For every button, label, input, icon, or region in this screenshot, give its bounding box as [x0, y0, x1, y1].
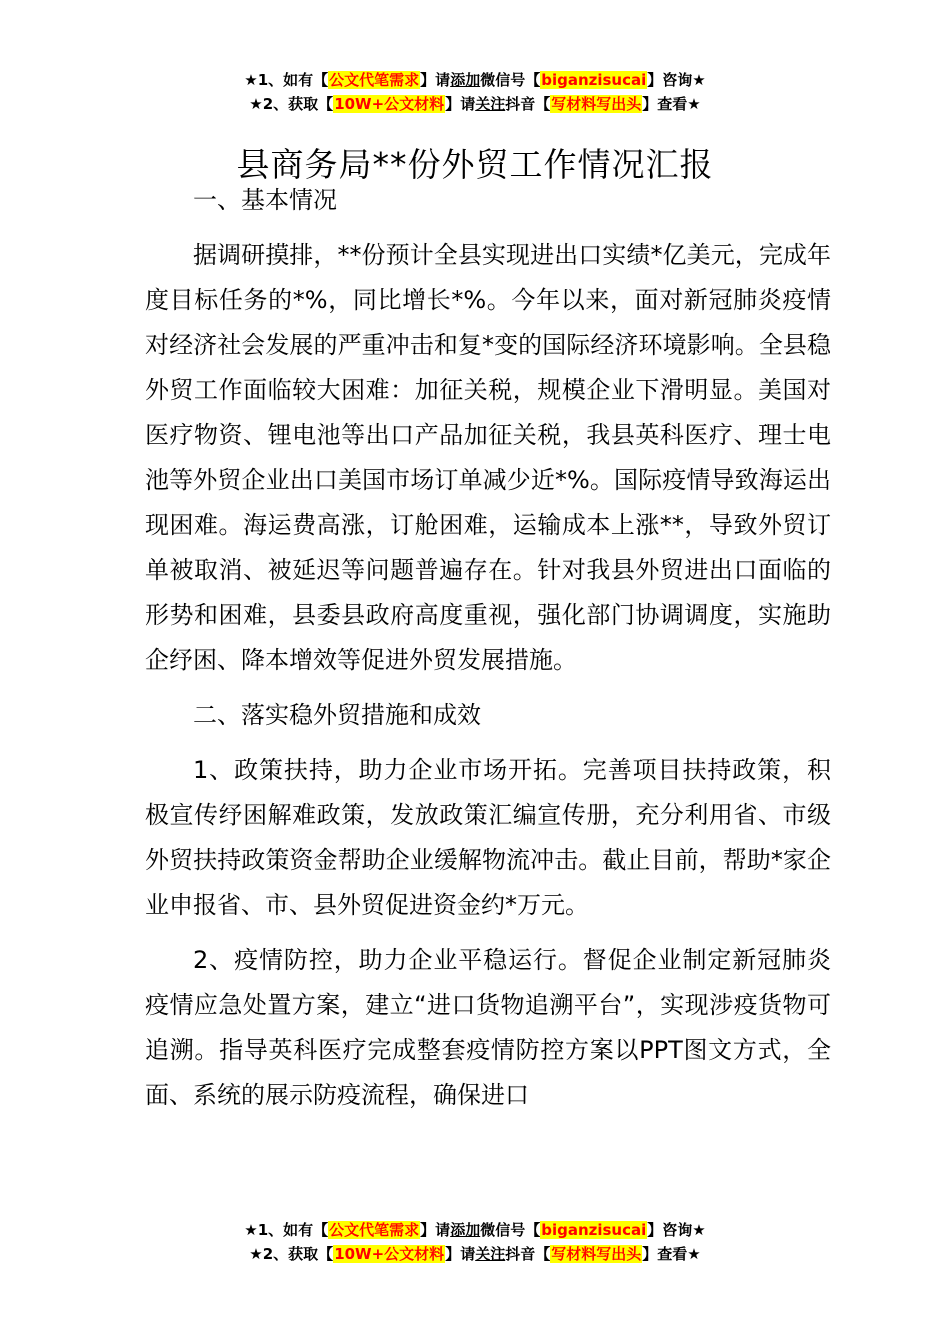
- promo-highlight: biganzisucai: [541, 71, 647, 89]
- document-body: [145, 178, 831, 1128]
- promo-highlight: biganzisucai: [541, 1221, 647, 1239]
- promo-text: 抖音【: [505, 1245, 551, 1263]
- section-heading-measures: 二、落实稳外贸措施和成效: [193, 701, 481, 729]
- promo-line-2: [0, 1242, 950, 1266]
- promo-highlight: 公文代笔需求: [329, 1221, 420, 1239]
- promo-text: 抖音【: [505, 95, 551, 113]
- promo-text: ★2、获取【: [249, 1245, 334, 1263]
- promo-text: 】请: [445, 1245, 476, 1263]
- paragraph-epidemic-control: 2、疫情防控，助力企业平稳运行。督促企业制定新冠肺炎疫情应急处置方案，建立“进口货物追溯平台”，实现涉疫货物可追溯。指导英科医疗完成整套疫情防控方案以PPT图文方式，全面、系统的展示防疫流程，确保进口: [145, 946, 831, 1109]
- promo-line-1: [0, 68, 950, 92]
- promo-line-1: [0, 1218, 950, 1242]
- promo-text: 】咨询★: [647, 1221, 706, 1239]
- promo-text: 】请: [420, 71, 451, 89]
- paragraph-basic-situation: 据调研摸排，**份预计全县实现进出口实绩*亿美元，完成年度目标任务的*%，同比增长*%。今年以来，面对新冠肺炎疫情对经济社会发展的严重冲击和复*变的国际经济环境影响。全县稳外贸工作面临较大困难：加征关税，规模企业下滑明显。美国对医疗物资、锂电池等出口产品加征关税，我县英科医疗、理士电池等外贸企业出口美国市场订单减少近*%。国际疫情导致海运出现困难。海运费高涨，订舱困难，运输成本上涨**，导致外贸订单被取消、被延迟等问题普遍存在。针对我县外贸进出口面临的形势和困难，县委县政府高度重视，强化部门协调调度，实施助企纾困、降本增效等促进外贸发展措施。: [145, 241, 831, 674]
- promo-text: 】请: [420, 1221, 451, 1239]
- promo-text: 】查看★: [642, 95, 701, 113]
- promo-text: ★1、如有【: [244, 1221, 329, 1239]
- promo-underlined: 添加: [450, 71, 481, 89]
- promo-underlined: 关注: [475, 95, 506, 113]
- promo-text: 】咨询★: [647, 71, 706, 89]
- promo-text: 微信号【: [480, 71, 541, 89]
- promo-text: ★2、获取【: [249, 95, 334, 113]
- section-heading-basic-situation: 一、基本情况: [193, 186, 337, 214]
- promo-text: 微信号【: [480, 1221, 541, 1239]
- promo-underlined: 关注: [475, 1245, 506, 1263]
- promo-banner-top: [0, 68, 950, 116]
- paragraph-policy-support: 1、政策扶持，助力企业市场开拓。完善项目扶持政策，积极宣传纾困解难政策，发放政策汇编宣传册，充分利用省、市级外贸扶持政策资金帮助企业缓解物流冲击。截止目前，帮助*家企业申报省、市、县外贸促进资金约*万元。: [145, 756, 831, 919]
- promo-highlight: 写材料写出头: [551, 1245, 642, 1263]
- promo-text: 】请: [445, 95, 476, 113]
- document-title: 县商务局**份外贸工作情况汇报: [236, 145, 714, 185]
- promo-text: ★1、如有【: [244, 71, 329, 89]
- promo-highlight: 10W+公文材料: [334, 95, 445, 113]
- promo-highlight: 公文代笔需求: [329, 71, 420, 89]
- promo-line-2: [0, 92, 950, 116]
- promo-highlight: 写材料写出头: [551, 95, 642, 113]
- promo-text: 】查看★: [642, 1245, 701, 1263]
- promo-banner-bottom: [0, 1218, 950, 1266]
- promo-underlined: 添加: [450, 1221, 481, 1239]
- promo-highlight: 10W+公文材料: [334, 1245, 445, 1263]
